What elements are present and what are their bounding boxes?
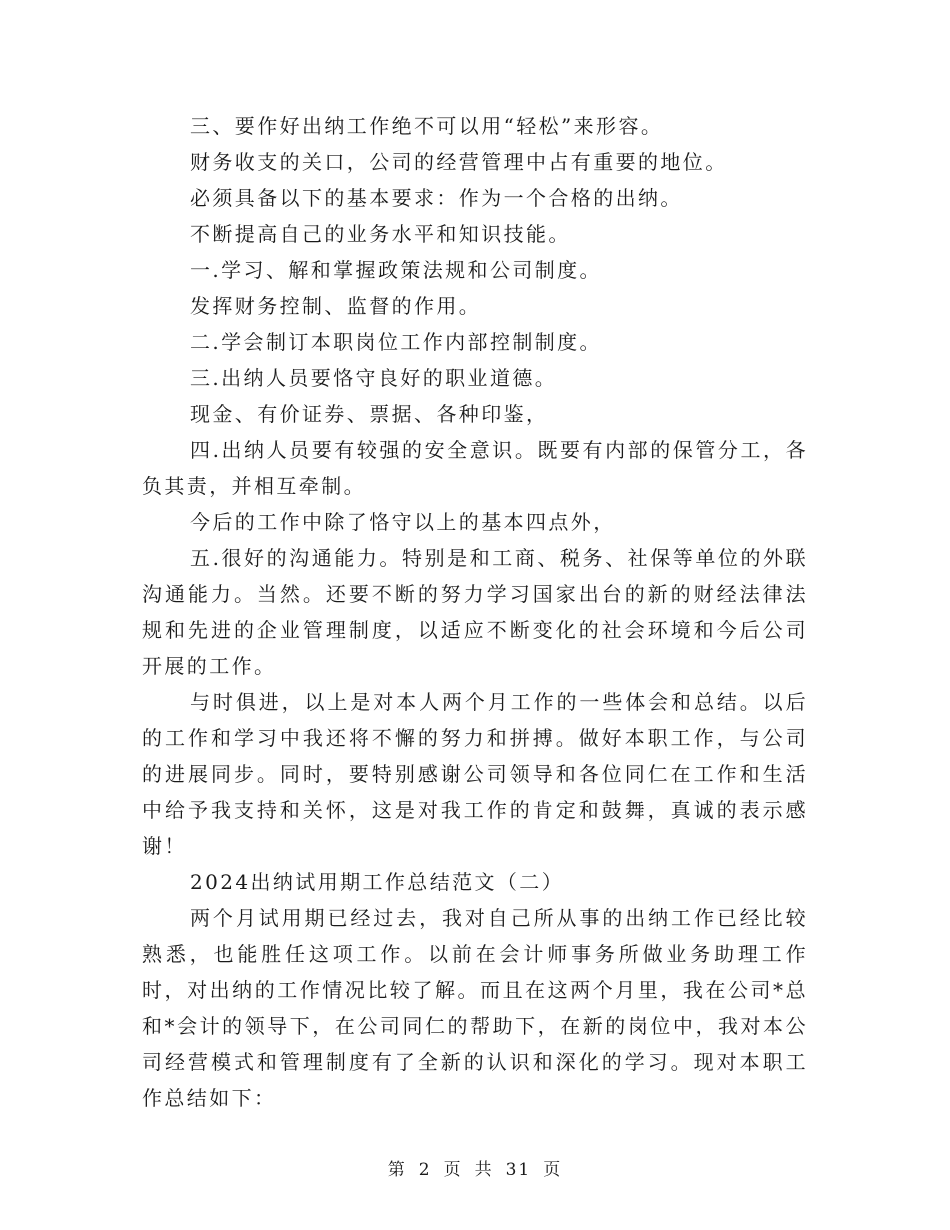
paragraph-8: 三.出纳人员要恪守良好的职业道德。: [190, 366, 558, 390]
paragraph-12: 五.很好的沟通能力。特别是和工商、税务、社保等单位的外联沟通能力。当然。还要不断的努力学习国家出台的新的财经法律法规和先进的企业管理制度，以适应不断变化的社会环境和今后公司开展的工作。: [142, 546, 808, 678]
paragraph-9: 现金、有价证券、票据、各种印鉴，: [190, 402, 549, 426]
paragraph-11: 今后的工作中除了恪守以上的基本四点外，: [190, 510, 616, 534]
paragraph-1: 三、要作好出纳工作绝不可以用“轻松”来形容。: [190, 114, 664, 138]
paragraph-4: 不断提高自己的业务水平和知识技能。: [190, 222, 571, 246]
footer-page-label: 第: [387, 1160, 407, 1180]
paragraph-13: 与时俱进，以上是对本人两个月工作的一些体会和总结。以后的工作和学习中我还将不懈的努力和拼搏。做好本职工作，与公司的进展同步。同时，要特别感谢公司领导和各位同仁在工作和生活中给予我支持和关怀，这是对我工作的肯定和鼓舞，真诚的表示感谢！: [142, 690, 808, 858]
paragraph-6: 发挥财务控制、监督的作用。: [190, 294, 482, 318]
paragraph-5: 一.学习、解和掌握政策法规和公司制度。: [190, 258, 602, 282]
paragraph-10: 四.出纳人员要有较强的安全意识。既要有内部的保管分工，各负其责，并相互牵制。: [142, 438, 808, 498]
page-footer: [0, 1155, 950, 1180]
footer-total-unit: 页: [543, 1160, 563, 1180]
paragraph-15: 两个月试用期已经过去，我对自己所从事的出纳工作已经比较熟悉，也能胜任这项工作。以前在会计师事务所做业务助理工作时，对出纳的工作情况比较了解。而且在这两个月里，我在公司*总和*会计的领导下，在公司同仁的帮助下，在新的岗位中，我对本公司经营模式和管理制度有了全新的认识和深化的学习。现对本职工作总结如下：: [142, 906, 808, 1110]
footer-total-pages: 31: [505, 1160, 532, 1180]
footer-current-page: 2: [418, 1160, 432, 1180]
paragraph-7: 二.学会制订本职岗位工作内部控制制度。: [190, 330, 602, 354]
paragraph-2: 财务收支的关口，公司的经营管理中占有重要的地位。: [190, 150, 728, 174]
section-heading: 2024出纳试用期工作总结范文（二）: [190, 870, 565, 894]
footer-page-unit: 页: [443, 1160, 463, 1180]
footer-total-label: 共: [474, 1160, 494, 1180]
document-body: [142, 108, 808, 1116]
paragraph-3: 必须具备以下的基本要求：作为一个合格的出纳。: [190, 186, 683, 210]
